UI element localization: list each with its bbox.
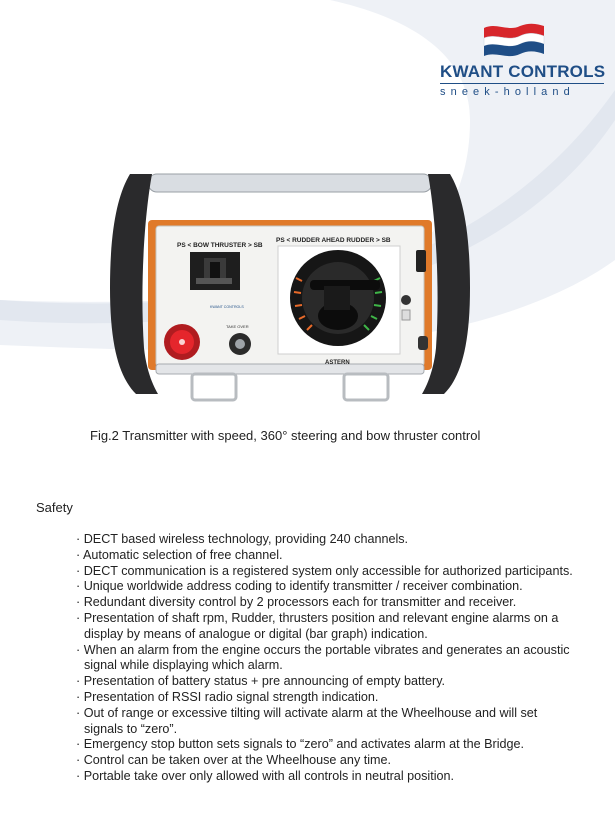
- device-brand: KWANT CONTROLS: [210, 305, 244, 309]
- flag-icon: [482, 22, 546, 58]
- list-item: · Presentation of shaft rpm, Rudder, thrusters position and relevant engine alarms on a display by means of analogue or digital (bar graph) indication.: [76, 611, 576, 643]
- list-item: · Presentation of RSSI radio signal strength indication.: [76, 690, 576, 706]
- safety-bullet-list: [76, 532, 576, 785]
- list-item: · DECT based wireless technology, providing 240 channels.: [76, 532, 576, 548]
- section-title: Safety: [36, 500, 73, 515]
- figure-caption: Fig.2 Transmitter with speed, 360° steering and bow thruster control: [90, 428, 481, 443]
- bow-thruster-label: PS < BOW THRUSTER > SB: [177, 242, 263, 249]
- logo-name: KWANT CONTROLS: [440, 62, 606, 81]
- list-item: · Control can be taken over at the Wheelhouse any time.: [76, 753, 576, 769]
- rudder-label: PS < RUDDER AHEAD RUDDER > SB: [276, 237, 391, 244]
- astern-label: ASTERN: [325, 360, 350, 366]
- logo-tagline: sneek-holland: [440, 86, 575, 98]
- list-item: · Presentation of battery status + pre announcing of empty battery.: [76, 674, 576, 690]
- transmitter-photo: [100, 168, 480, 408]
- list-item: · Portable take over only allowed with all controls in neutral position.: [76, 769, 576, 785]
- list-item: · Automatic selection of free channel.: [76, 548, 576, 564]
- logo-divider: [440, 83, 604, 84]
- list-item: · DECT communication is a registered system only accessible for authorized participants.: [76, 564, 576, 580]
- takeover-label: TAKE OVER: [226, 324, 249, 329]
- list-item: · Emergency stop button sets signals to “zero” and activates alarm at the Bridge.: [76, 737, 576, 753]
- list-item: · When an alarm from the engine occurs the portable vibrates and generates an acoustic signal while displaying which alarm.: [76, 643, 576, 675]
- list-item: · Redundant diversity control by 2 processors each for transmitter and receiver.: [76, 595, 576, 611]
- list-item: · Unique worldwide address coding to identify transmitter / receiver combination.: [76, 579, 576, 595]
- list-item: · Out of range or excessive tilting will activate alarm at the Wheelhouse and will set signals to “zero”.: [76, 706, 576, 738]
